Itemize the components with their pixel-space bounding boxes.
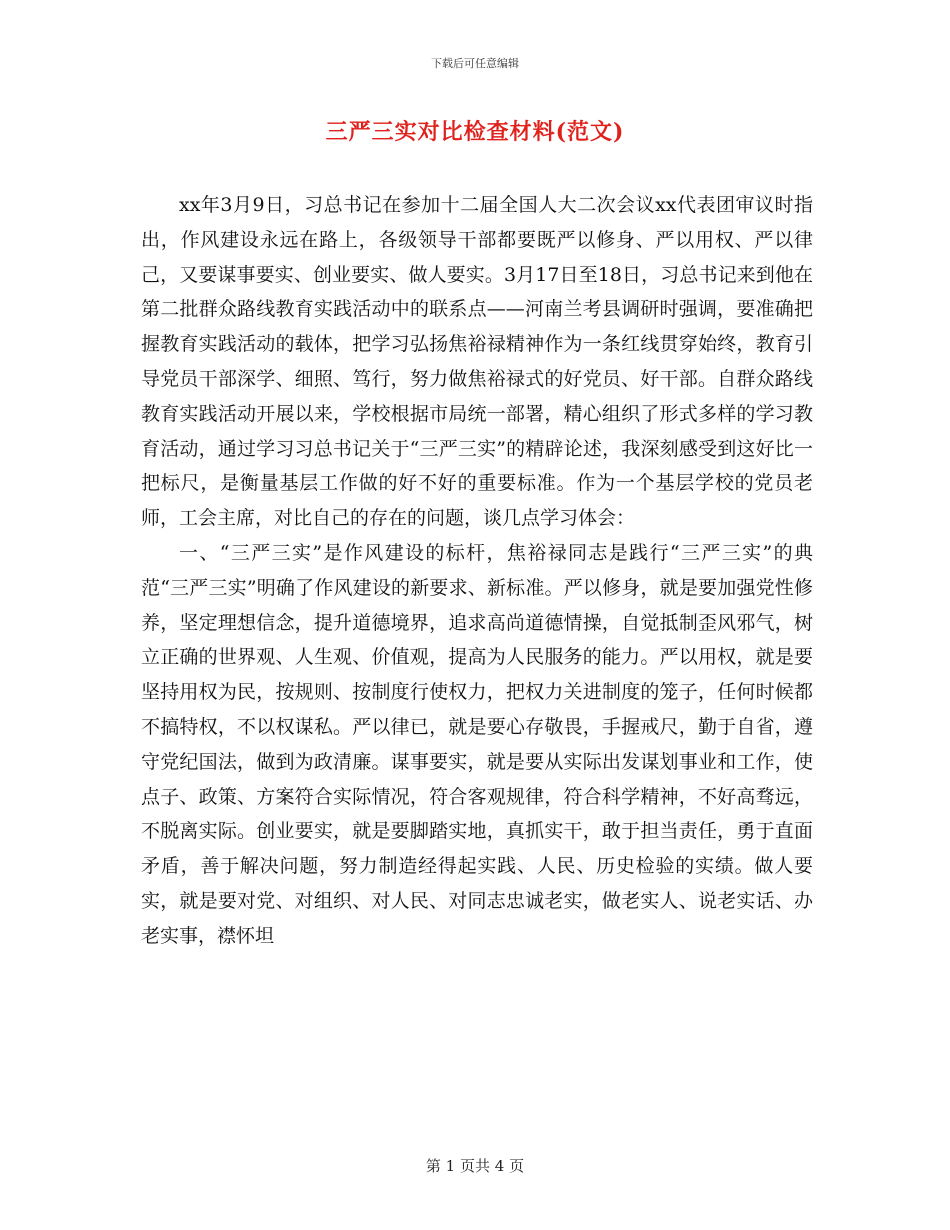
page-number: 第 1 页共 4 页 <box>425 1157 525 1175</box>
header-note: 下载后可任意编辑 <box>431 57 519 70</box>
paragraph: 一、“三严三实”是作风建设的标杆，焦裕禄同志是践行“三严三实”的典范“三严三实”明确了作风建设的新要求、新标准。严以修身，就是要加强党性修养，坚定理想信念，提升道德境界，追求高尚道德情操，自觉抵制歪风邪气，树立正确的世界观、人生观、价值观，提高为人民服务的能力。严以用权，就是要坚持用权为民，按规则、按制度行使权力，把权力关进制度的笼子，任何时候都不搞特权，不以权谋私。严以律已，就是要心存敬畏，手握戒尺，勤于自省，遵守党纪国法，做到为政清廉。谋事要实，就是要从实际出发谋划事业和工作，使点子、政策、方案符合实际情况，符合客观规律，符合科学精神，不好高骛远，不脱离实际。创业要实，就是要脚踏实地，真抓实干，敢于担当责任，勇于直面矛盾，善于解决问题，努力制造经得起实践、人民、历史检验的实绩。做人要实，就是要对党、对组织、对人民、对同志忠诚老实，做老实人、说老实话、办老实事，襟怀坦 <box>141 541 813 947</box>
document-body <box>141 188 813 954</box>
paragraph: xx年3月9日，习总书记在参加十二届全国人大二次会议xx代表团审议时指出，作风建设永远在路上，各级领导干部都要既严以修身、严以用权、严以律己，又要谋事要实、创业要实、做人要实。3月17日至18日，习总书记来到他在第二批群众路线教育实践活动中的联系点——河南兰考县调研时强调，要准确把握教育实践活动的载体，把学习弘扬焦裕禄精神作为一条红线贯穿始终，教育引导党员干部深学、细照、笃行，努力做焦裕禄式的好党员、好干部。自群众路线教育实践活动开展以来，学校根据市局统一部署，精心组织了形式多样的学习教育活动，通过学习习总书记关于“三严三实”的精辟论述，我深刻感受到这好比一把标尺，是衡量基层工作做的好不好的重要标准。作为一个基层学校的党员老师，工会主席，对比自己的存在的问题，谈几点学习体会： <box>141 194 813 530</box>
document-title: 三严三实对比检查材料(范文) <box>325 119 625 145</box>
